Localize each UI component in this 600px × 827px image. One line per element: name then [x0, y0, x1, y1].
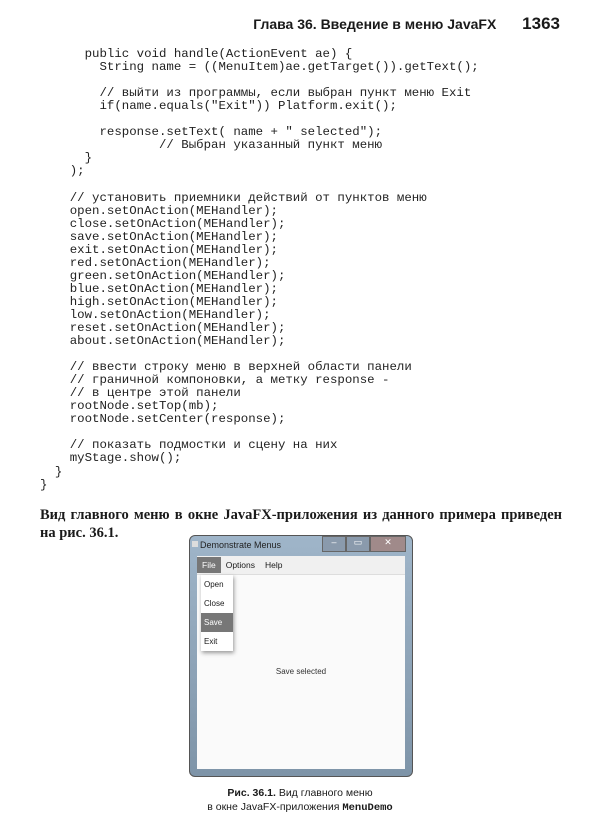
menu-item-close: Close [204, 599, 225, 608]
menu-item-open: Open [204, 580, 224, 589]
window-client [197, 556, 405, 769]
menu-item-exit: Exit [204, 637, 218, 646]
menu-item-save: Save [201, 613, 233, 632]
app-icon [192, 541, 198, 547]
page-number: 1363 [522, 14, 560, 33]
maximize-icon: ▭ [346, 536, 370, 552]
figure-window-screenshot [189, 535, 413, 777]
caption-line2: в окне JavaFX-приложения [207, 801, 340, 813]
menu-help: Help [265, 560, 283, 570]
caption-label: Рис. 36.1. [227, 787, 276, 799]
minimize-icon: – [322, 536, 346, 552]
body-paragraph: Вид главного меню в окне JavaFX-приложения из данного примера приведен на рис. 36.1. [40, 507, 562, 541]
figure-caption [0, 786, 600, 815]
close-icon: ✕ [370, 536, 406, 552]
menu-bar [197, 556, 405, 575]
menu-options: Options [225, 560, 255, 570]
code-listing: public void handle(ActionEvent ae) { String name = ((MenuItem)ae.getTarget()).getText(); // выйти из программы, если выбран пункт меню Exit if(name.equals("Exit")) Platform.exit(); response.setText( name + " selected"); // Выбран указанный пункт меню } ); // установить приемники действий от пунктов меню open.setOnAction(MEHandler); close.setOnAction(MEHandler); save.setOnAction(MEHandler); exit.setOnAction(MEHandler); red.setOnAction(MEHandler); green.setOnAction(MEHandler); blue.setOnAction(MEHandler); high.setOnAction(MEHandler); low.setOnAction(MEHandler); reset.setOnAction(MEHandler); about.setOnAction(MEHandler); // ввести строку меню в верхней области панели // граничной компоновки, а метку response - // в центре этой панели rootNode.setTop(mb); rootNode.setCenter(response); // показать подмостки и сцену на них myStage.show(); } } [40, 47, 479, 492]
file-dropdown [201, 575, 233, 651]
menu-file: File [197, 557, 221, 573]
caption-class-name: MenuDemo [342, 802, 393, 814]
caption-line1: Вид главного меню [278, 787, 373, 799]
window-title: Demonstrate Menus [200, 540, 282, 550]
running-header [253, 14, 560, 34]
chapter-title: Глава 36. Введение в меню JavaFX [253, 16, 497, 32]
response-label: Save selected [275, 667, 327, 676]
